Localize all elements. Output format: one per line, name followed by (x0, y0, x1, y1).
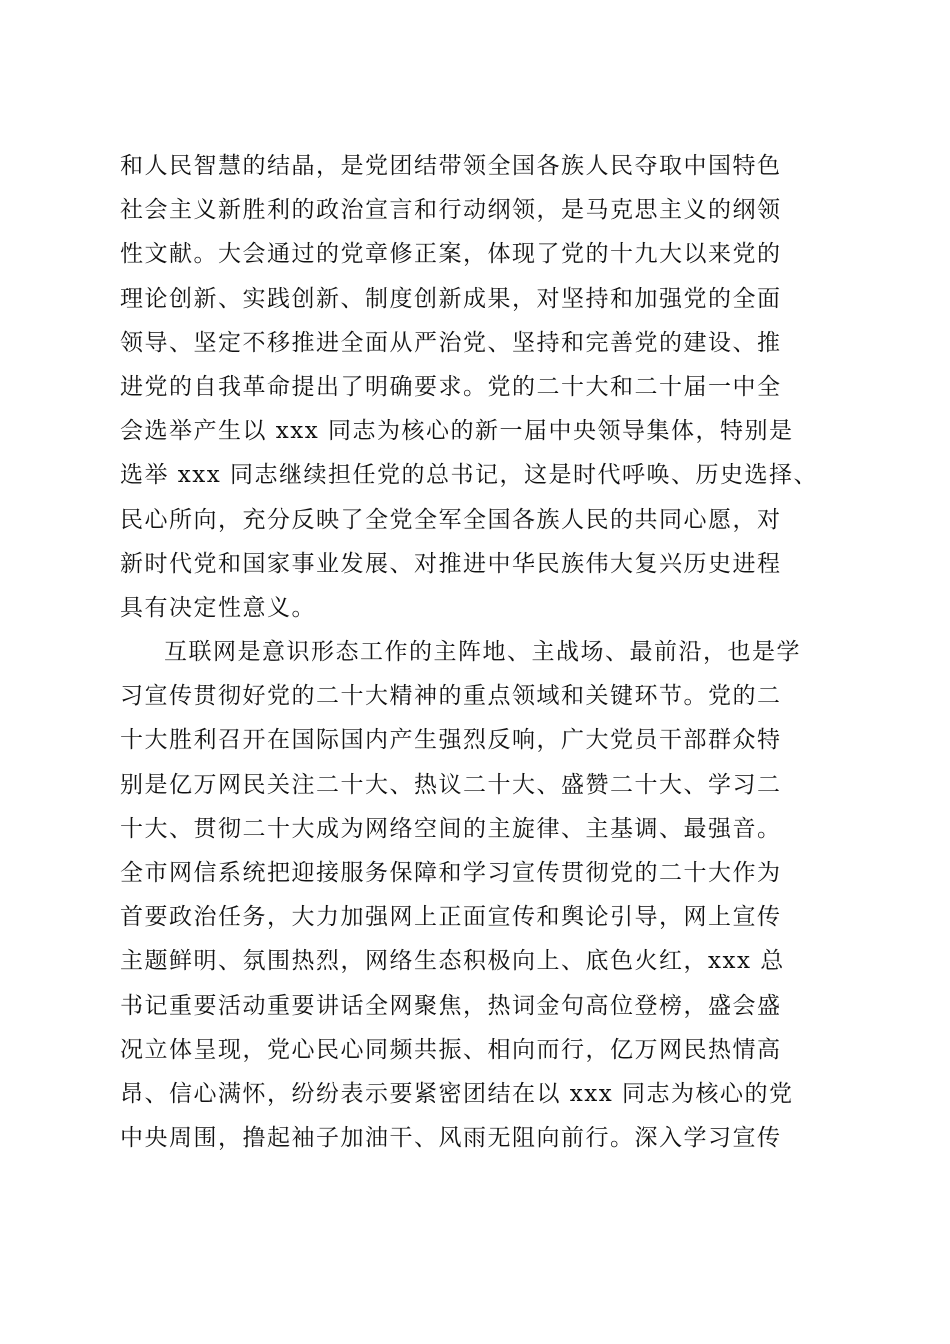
text-line: 会选举产生以 xxx 同志为核心的新一届中央领导集体，特别是 (120, 418, 794, 445)
text-line: 中央周围，撸起袖子加油干、风雨无阻向前行。深入学习宣传 (120, 1125, 782, 1152)
text-line: 领导、坚定不移推进全面从严治党、坚持和完善党的建设、推 (120, 329, 782, 356)
body-text (120, 144, 835, 1160)
text-line: 况立体呈现，党心民心同频共振、相向而行，亿万网民热情高 (120, 1036, 782, 1063)
text-line: 民心所向，充分反映了全党全军全国各族人民的共同心愿，对 (120, 506, 782, 533)
text-line: 理论创新、实践创新、制度创新成果，对坚持和加强党的全面 (120, 285, 782, 312)
text-line: 主题鲜明、氛围热烈，网络生态积极向上、底色火红，xxx 总 (120, 948, 785, 975)
text-line: 十大胜利召开在国际国内产生强烈反响，广大党员干部群众特 (120, 727, 782, 754)
text-line: 十大、贯彻二十大成为网络空间的主旋律、主基调、最强音。 (120, 815, 782, 842)
text-line: 互联网是意识形态工作的主阵地、主战场、最前沿，也是学 (164, 639, 801, 666)
text-line: 新时代党和国家事业发展、对推进中华民族伟大复兴历史进程 (120, 550, 782, 577)
text-line: 进党的自我革命提出了明确要求。党的二十大和二十届一中全 (120, 373, 782, 400)
text-line: 和人民智慧的结晶，是党团结带领全国各族人民夺取中国特色 (120, 153, 782, 179)
paragraph-1 (120, 144, 835, 630)
text-line: 习宣传贯彻好党的二十大精神的重点领域和关键环节。党的二 (120, 683, 782, 710)
text-line: 性文献。大会通过的党章修正案，体现了党的十九大以来党的 (120, 241, 782, 268)
text-line: 社会主义新胜利的政治宣言和行动纲领，是马克思主义的纲领 (120, 197, 782, 224)
text-line: 具有决定性意义。 (120, 594, 316, 621)
text-line: 全市网信系统把迎接服务保障和学习宣传贯彻党的二十大作为 (120, 860, 782, 886)
text-line: 别是亿万网民关注二十大、热议二十大、盛赞二十大、学习二 (120, 771, 782, 798)
text-line: 书记重要活动重要讲话全网聚焦，热词金句高位登榜，盛会盛 (120, 992, 782, 1019)
paragraph-2 (120, 630, 835, 1160)
text-line: 选举 xxx 同志继续担任党的总书记，这是时代呼唤、历史选择、 (120, 462, 819, 489)
text-line: 首要政治任务，大力加强网上正面宣传和舆论引导，网上宣传 (120, 904, 782, 931)
text-line: 昂、信心满怀，纷纷表示要紧密团结在以 xxx 同志为核心的党 (120, 1080, 794, 1107)
